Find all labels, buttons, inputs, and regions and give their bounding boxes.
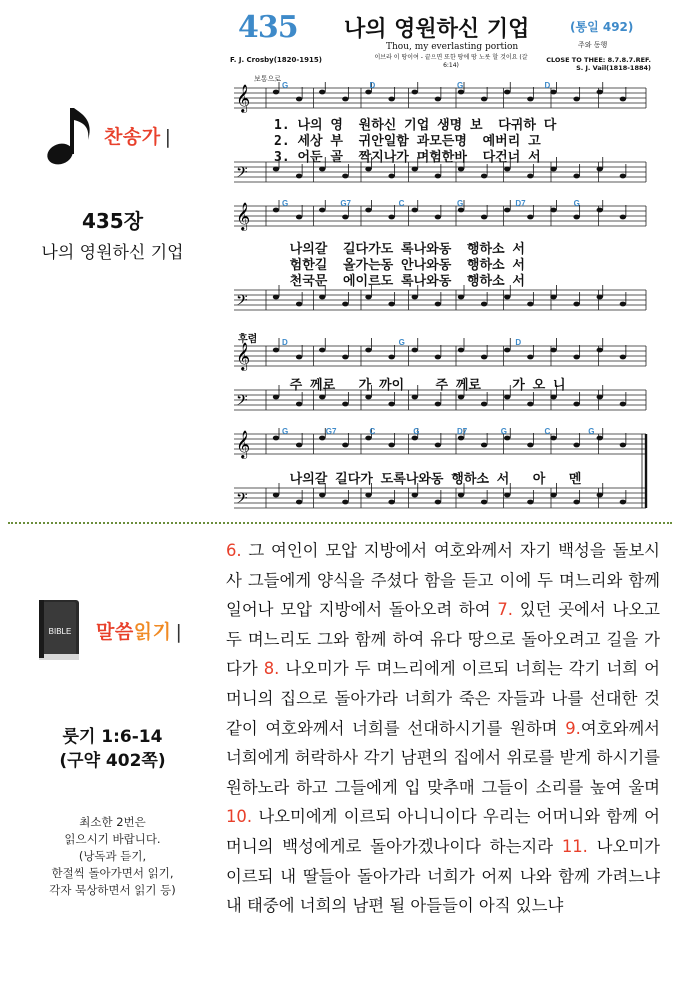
note-head [273, 208, 279, 213]
note-head [273, 493, 279, 498]
note-head [527, 215, 533, 220]
note-head [365, 295, 371, 300]
bass-clef: 𝄢 [236, 164, 248, 185]
note-head [458, 295, 464, 300]
chord-symbol: D [369, 82, 376, 90]
note-head [550, 167, 556, 172]
note-head [388, 402, 394, 407]
note-head [458, 348, 464, 353]
note-head [435, 355, 441, 360]
score-reference: (통일 492) [570, 20, 634, 34]
note-head [620, 443, 626, 448]
chord-symbol: G [457, 200, 464, 208]
note-head [412, 295, 418, 300]
score-system-3 [226, 330, 654, 420]
instruction-line: 최소한 2번은 [79, 815, 146, 829]
note-head [273, 167, 279, 172]
note-head [597, 348, 603, 353]
note-head [388, 443, 394, 448]
note-head [435, 174, 441, 179]
chord-symbol: G [457, 82, 464, 90]
scripture-passage [226, 536, 660, 921]
note-head [365, 90, 371, 95]
score-theme: 주와 동행 [578, 41, 608, 49]
note-head [435, 97, 441, 102]
bible-book-label: BIBLE [48, 627, 72, 636]
chord-symbol: G7 [340, 200, 352, 208]
score-system-2 [226, 200, 654, 320]
verse-number: 8. [263, 659, 280, 679]
lyric-line: 천국문 에이르도 록나와동 행하소 서 [274, 274, 525, 289]
verse-number: 9. [565, 718, 581, 738]
note-head [620, 355, 626, 360]
instruction-line: 읽으시기 바랍니다. [64, 832, 161, 846]
score-arranger: CLOSE TO THEE: 8.7.8.7.REF. S. J. Vail(1818-1884) [546, 56, 651, 72]
verse-text: 나오미에게 이르되 아니니이다 우리는 어머니와 함께 어머니의 백성에게로 돌아가겠나이다 하는지라 [226, 807, 660, 856]
sheet-music [226, 4, 654, 516]
lyric-line: 1. 나의 영 원하신 기업 생명 보 다귀하 다 [274, 118, 557, 133]
note-head [319, 493, 325, 498]
chord-symbol: D7 [457, 428, 468, 436]
note-head [573, 500, 579, 505]
chord-symbol: G [588, 428, 595, 436]
treble-clef: 𝄞 [236, 202, 251, 230]
note-head [412, 90, 418, 95]
chord-symbol: G [413, 428, 420, 436]
chord-symbol: G [282, 200, 289, 208]
note-head [527, 97, 533, 102]
score-system-4 [226, 428, 654, 518]
note-head [550, 395, 556, 400]
verse-number: 6. [226, 541, 242, 560]
note-head [273, 395, 279, 400]
note-head [597, 395, 603, 400]
score-system-1 [226, 82, 654, 192]
score-composer: F. J. Crosby(1820-1915) [230, 56, 322, 64]
note-head [296, 402, 302, 407]
note-head [296, 215, 302, 220]
note-head [458, 167, 464, 172]
chord-symbol: D [282, 338, 288, 347]
music-note-icon [42, 100, 98, 170]
section-divider [8, 522, 672, 524]
note-head [550, 208, 556, 213]
chord-symbol: D [544, 82, 551, 90]
note-head [597, 90, 603, 95]
instruction-line: 한절씩 돌아가면서 읽기, [51, 866, 174, 880]
note-head [319, 436, 325, 441]
note-head [597, 493, 603, 498]
note-head [319, 90, 325, 95]
note-head [435, 215, 441, 220]
note-head [388, 302, 394, 307]
note-head [273, 90, 279, 95]
verse-text: 나오미가 이르되 내 딸들아 돌아가라 너희가 어찌 나와 함께 가려느냐 내 태중에 너희의 남편 될 아들들이 아직 있느냐 [226, 836, 660, 916]
note-head [412, 493, 418, 498]
verse-number: 10. [226, 807, 253, 827]
note-head [458, 90, 464, 95]
note-head [458, 436, 464, 441]
chord-symbol: C [398, 200, 405, 208]
note-head [597, 167, 603, 172]
chord-symbol: G [282, 428, 289, 436]
note-head [435, 443, 441, 448]
chord-symbol: D [515, 338, 522, 347]
bass-clef: 𝄢 [236, 490, 248, 511]
note-head [573, 174, 579, 179]
score-hymn-number: 435 [238, 10, 298, 45]
note-head [435, 500, 441, 505]
note-head [504, 348, 510, 353]
treble-clef: 𝄞 [236, 342, 251, 370]
note-head [412, 395, 418, 400]
lyric-line: 주 께로 가 까이 주 께로 가 오 니 [274, 378, 566, 393]
note-head [412, 348, 418, 353]
note-head [388, 500, 394, 505]
note-head [597, 436, 603, 441]
note-head [504, 90, 510, 95]
note-head [365, 167, 371, 172]
note-head [481, 402, 487, 407]
lyric-line: 2. 세상 부 귀안일함 과모든명 예버리 고 [274, 134, 541, 149]
note-head [412, 167, 418, 172]
instruction-line: 각자 묵상하면서 읽기 등) [49, 883, 176, 897]
note-head [504, 493, 510, 498]
treble-clef: 𝄞 [236, 430, 251, 458]
hymn-title: 나의 영원하신 기업 [41, 243, 184, 263]
score-tempo: 보통으로 [254, 75, 282, 83]
chord-symbol: G [282, 82, 289, 90]
note-head [296, 302, 302, 307]
note-head [273, 295, 279, 300]
note-head [342, 174, 348, 179]
note-head [481, 215, 487, 220]
note-head [388, 215, 394, 220]
note-head [388, 355, 394, 360]
note-head [458, 493, 464, 498]
hymn-section-header [42, 100, 171, 170]
note-head [481, 443, 487, 448]
note-head [550, 348, 556, 353]
chord-symbol: G7 [325, 428, 337, 436]
note-head [342, 97, 348, 102]
score-title: 나의 영원하신 기업 [344, 17, 530, 42]
instruction-line: (낭독과 듣기, [78, 849, 147, 863]
note-head [504, 395, 510, 400]
bible-book-icon [36, 598, 82, 662]
note-head [527, 500, 533, 505]
note-head [620, 174, 626, 179]
verse-text: 그 여인이 모압 지방에서 여호와께서 자기 백성을 돌보시사 그들에게 양식을 주셨다 함을 듣고 이에 두 며느리와 함께 일어나 모압 지방에서 돌아오려 하여 [226, 541, 660, 620]
chord-symbol: D7 [515, 200, 526, 208]
note-head [527, 355, 533, 360]
note-head [365, 208, 371, 213]
bass-clef: 𝄢 [236, 292, 248, 313]
note-head [573, 302, 579, 307]
lyric-line: 험한길 올가는동 안나와동 행하소 서 [274, 258, 525, 273]
note-head [620, 302, 626, 307]
note-head [435, 402, 441, 407]
note-head [573, 215, 579, 220]
note-head [504, 295, 510, 300]
verse-number: 11. [561, 836, 588, 856]
note-head [504, 436, 510, 441]
note-head [458, 395, 464, 400]
bass-clef: 𝄢 [236, 392, 248, 413]
note-head [342, 500, 348, 505]
note-head [620, 402, 626, 407]
scripture-section-label: 말씀읽기 | [96, 620, 183, 643]
note-head [573, 97, 579, 102]
note-head [435, 302, 441, 307]
verse-text: 여호와께서 너희에게 허락하사 각기 남편의 집에서 위로를 받게 하시기를 원하노라 하고 그들에게 입 맞추매 그들이 소리를 높여 울며 [226, 718, 660, 797]
note-head [296, 174, 302, 179]
note-head [481, 500, 487, 505]
note-head [342, 215, 348, 220]
note-head [620, 500, 626, 505]
note-head [412, 436, 418, 441]
scripture-section-header [36, 598, 182, 662]
note-head [550, 295, 556, 300]
verse-text: 나오미가 두 며느리에게 이르되 너희는 각기 너희 어머니의 집으로 돌아가라 너희가 죽은 자들과 나를 선대한 것 같이 여호와께서 너희를 선대하시기를 원하며 [226, 659, 660, 738]
note-head [573, 443, 579, 448]
note-head [597, 208, 603, 213]
verse-text: 있던 곳에서 나오고 두 며느리도 그와 함께 하여 유다 땅으로 돌아오려고 길을 가다가 [226, 600, 660, 679]
note-head [273, 348, 279, 353]
note-head [342, 355, 348, 360]
verse-number: 7. [497, 600, 514, 620]
note-head [458, 208, 464, 213]
lyric-line: 3. 어둔 골 짝지나가 며험한바 다건너 서 [274, 150, 541, 165]
note-head [620, 97, 626, 102]
note-head [550, 436, 556, 441]
note-head [296, 500, 302, 505]
note-head [319, 295, 325, 300]
chorus-mark: 후렴 [238, 334, 258, 345]
note-head [319, 167, 325, 172]
note-head [504, 208, 510, 213]
note-head [573, 355, 579, 360]
note-head [481, 355, 487, 360]
scripture-reference: 룻기 1:6-14 [62, 727, 163, 747]
note-head [388, 174, 394, 179]
note-head [319, 348, 325, 353]
scripture-page: (구약 402쪽) [59, 751, 166, 771]
note-head [296, 97, 302, 102]
note-head [550, 90, 556, 95]
note-head [527, 443, 533, 448]
note-head [296, 443, 302, 448]
note-head [365, 493, 371, 498]
note-head [527, 174, 533, 179]
note-head [342, 302, 348, 307]
reading-instructions [0, 814, 225, 899]
note-head [342, 443, 348, 448]
chord-symbol: C [544, 428, 551, 436]
note-head [273, 436, 279, 441]
chord-symbol: G [398, 338, 405, 347]
hymn-section-label: 찬송가 | [104, 125, 172, 148]
chord-symbol: C [369, 428, 376, 436]
hymn-info-panel [0, 0, 225, 520]
note-head [527, 302, 533, 307]
note-head [573, 402, 579, 407]
note-head [319, 395, 325, 400]
note-head [388, 97, 394, 102]
score-english-subtitle: Thou, my everlasting portion [386, 42, 519, 52]
hymn-number: 435장 [81, 209, 144, 233]
note-head [365, 348, 371, 353]
chord-symbol: G [573, 200, 580, 208]
note-head [319, 208, 325, 213]
chord-symbol: G [500, 428, 507, 436]
score-header [226, 4, 654, 84]
lyric-line: 나의갈 길다가 도록나와동 행하소 서 아 멘 [274, 472, 582, 487]
note-head [527, 402, 533, 407]
note-head [620, 215, 626, 220]
note-head [365, 436, 371, 441]
lyric-line: 나의갈 길다가도 록나와동 행하소 서 [274, 242, 525, 257]
note-head [412, 208, 418, 213]
note-head [481, 97, 487, 102]
note-head [550, 493, 556, 498]
note-head [481, 302, 487, 307]
note-head [504, 167, 510, 172]
note-head [481, 174, 487, 179]
note-head [296, 355, 302, 360]
treble-clef: 𝄞 [236, 84, 251, 112]
score-scripture-note: 이브라 이 땅이여 - 끝으면 또한 땅에 땅 노릇 할 것이요 (갈 6:14) [374, 54, 528, 69]
note-head [365, 395, 371, 400]
note-head [597, 295, 603, 300]
note-head [342, 402, 348, 407]
